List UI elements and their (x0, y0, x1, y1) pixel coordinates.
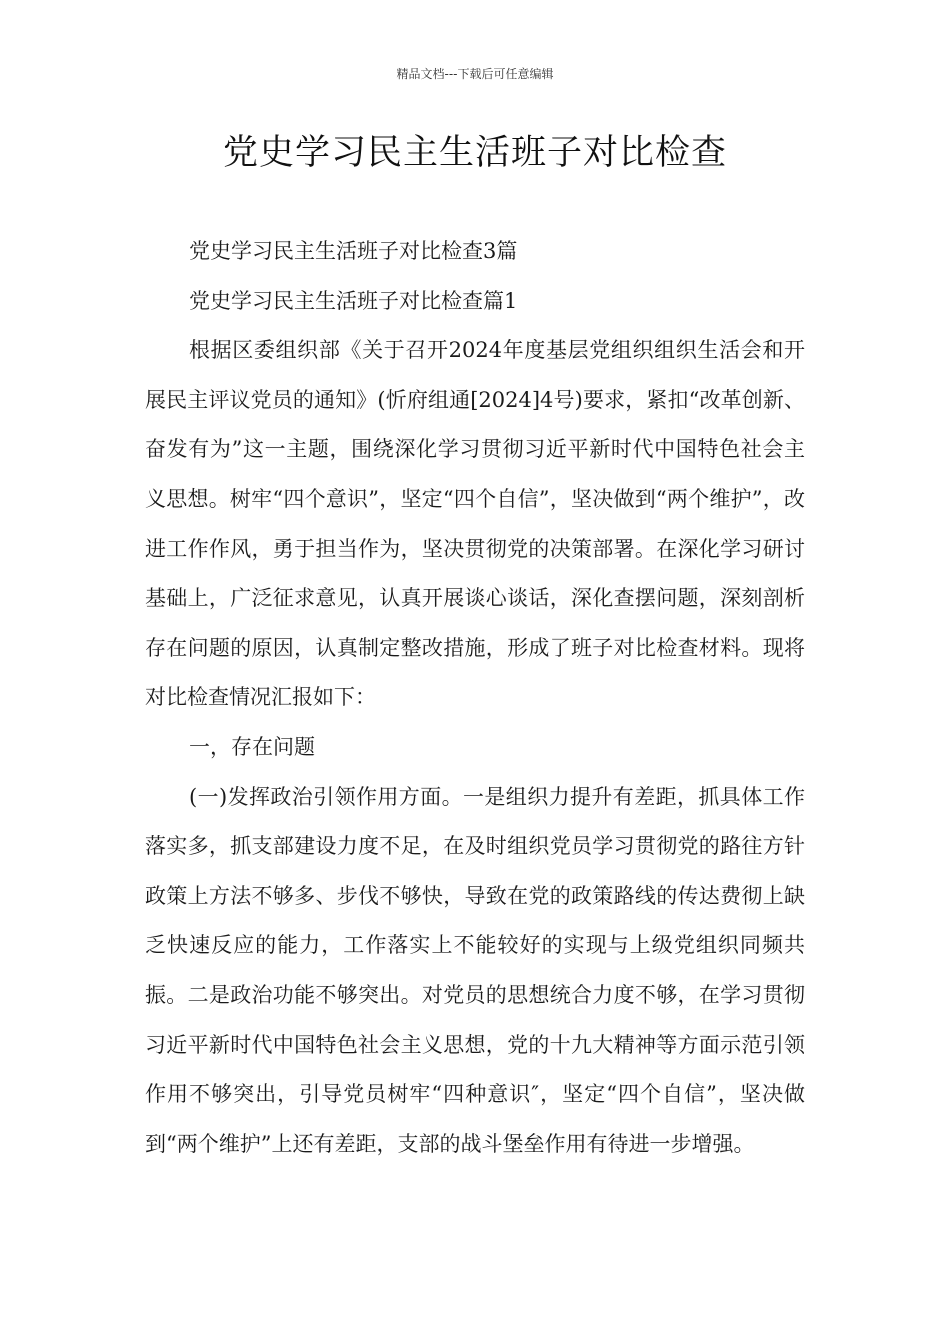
paragraph-political-leadership: (一)发挥政治引领作用方面。一是组织力提升有差距，抓具体工作落实多，抓支部建设力度不足，在及时组织党员学习贯彻党的路往方针政策上方法不够多、步伐不够快，导致在党的政策路线的传达费彻上缺乏快速反应的能力，工作落实上不能较好的实现与上级党组织同频共振。二是政治功能不够突出。对党员的思想统合力度不够，在学习贯彻习近平新时代中国特色社会主义思想，党的十九大精神等方面示范引领作用不够突出，引导党员树牢“四种意识″，坚定“四个自信”，坚决做到“两个维护”上还有差距，支部的战斗堡垒作用有待进一步增强。 (145, 784, 805, 1156)
document-title: 党史学习民主生活班子对比检查 (222, 133, 727, 173)
page-header-note: 精品文档---下载后可任意编辑 (396, 67, 554, 81)
paragraph-problems-heading: 一，存在问题 (189, 734, 315, 759)
paragraph-section-heading: 党史学习民主生活班子对比检查篇1 (189, 288, 518, 313)
document-body (145, 227, 805, 1169)
paragraph-intro: 根据区委组织部《关于召开2024年度基层党组织组织生活会和开展民主评议党员的通知》(忻府组通[2024]4号)要求，紧扣“改革创新、奋发有为”这一主题，围绕深化学习贯彻习近平新时代中国特色社会主义思想。树牢“四个意识”，坚定“四个自信”，坚决做到“两个维护”，改进工作作风，勇于担当作为，坚决贯彻党的决策部署。在深化学习研讨基础上，广泛征求意见，认真开展谈心谈话，深化查摆问题，深刻剖析存在问题的原因，认真制定整改措施，形成了班子对比检查材料。现将对比检查情况汇报如下： (145, 338, 805, 710)
paragraph-subtitle: 党史学习民主生活班子对比检查3篇 (189, 239, 518, 263)
